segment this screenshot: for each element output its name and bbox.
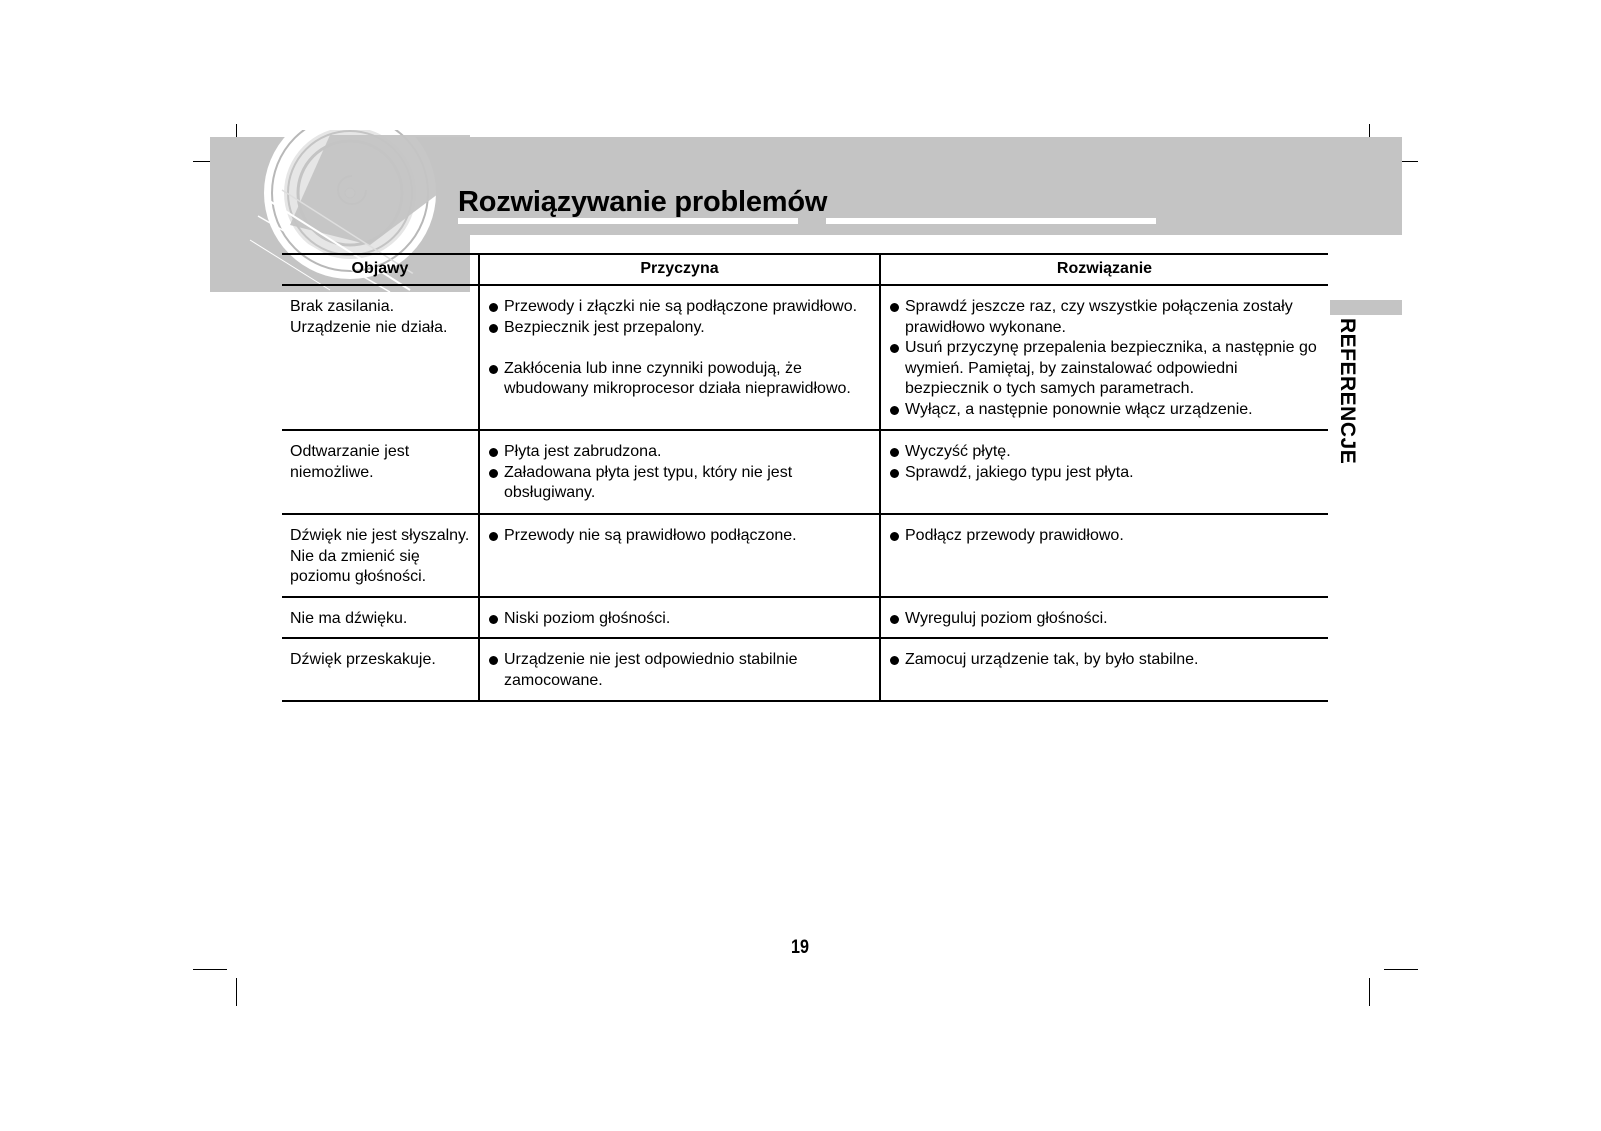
- solution-item: Podłącz przewody prawidłowo.: [889, 526, 1321, 547]
- cause-item: Przewody nie są prawidłowo podłączone.: [488, 526, 872, 547]
- column-header-symptoms: Objawy: [282, 254, 479, 285]
- cause-item: Płyta jest zabrudzona.: [488, 442, 872, 463]
- cause-item: Niski poziom głośności.: [488, 609, 872, 630]
- symptom-text: Dźwięk nie jest słyszalny. Nie da zmienić się poziomu głośności.: [290, 527, 470, 586]
- crop-mark: [1369, 978, 1370, 1006]
- solution-item: Wyreguluj poziom głośności.: [889, 609, 1321, 630]
- solution-item: Zamocuj urządzenie tak, by było stabilne.: [889, 650, 1321, 671]
- cause-item: Urządzenie nie jest odpowiednio stabilnie zamocowane.: [488, 650, 872, 691]
- column-header-solutions: Rozwiązanie: [880, 254, 1328, 285]
- solution-cell: [880, 514, 1328, 597]
- solution-cell: [880, 597, 1328, 639]
- table-row: [282, 638, 1328, 700]
- solution-item: Sprawdź jeszcze raz, czy wszystkie połączenia zostały prawidłowo wykonane.: [889, 297, 1321, 338]
- page-number: 19: [791, 937, 809, 958]
- symptom-text: Nie ma dźwięku.: [290, 609, 408, 627]
- side-tab-label: REFERENCJE: [1336, 318, 1359, 465]
- column-header-causes: Przyczyna: [479, 254, 880, 285]
- table-header-row: [282, 254, 1328, 285]
- symptom-text: Brak zasilania. Urządzenie nie działa.: [290, 298, 448, 336]
- cause-cell: [479, 638, 880, 700]
- crop-mark: [193, 969, 227, 970]
- symptom-cell: [282, 514, 479, 597]
- symptom-cell: [282, 285, 479, 430]
- solution-item: Sprawdź, jakiego typu jest płyta.: [889, 463, 1321, 484]
- solution-cell: [880, 430, 1328, 514]
- symptom-cell: [282, 597, 479, 639]
- cause-cell: [479, 597, 880, 639]
- crop-mark: [236, 978, 237, 1006]
- page-title: Rozwiązywanie problemów: [458, 186, 828, 218]
- symptom-cell: [282, 430, 479, 514]
- symptom-cell: [282, 638, 479, 700]
- cause-item: Bezpiecznik jest przepalony.: [488, 318, 872, 339]
- symptom-text: Dźwięk przeskakuje.: [290, 651, 436, 669]
- solution-cell: [880, 638, 1328, 700]
- solution-item: Wyczyść płytę.: [889, 442, 1321, 463]
- solution-item: Usuń przyczynę przepalenia bezpiecznika, a następnie go wymień. Pamiętaj, by zainstalować odpowiedni bezpiecznik o tych samych parametrach.: [889, 338, 1321, 400]
- cause-item: Załadowana płyta jest typu, który nie jest obsługiwany.: [488, 463, 872, 504]
- crop-mark: [1384, 969, 1418, 970]
- cause-cell: [479, 514, 880, 597]
- solution-cell: [880, 285, 1328, 430]
- table-row: [282, 514, 1328, 597]
- table-row: [282, 430, 1328, 514]
- table-row: [282, 597, 1328, 639]
- solution-item: Wyłącz, a następnie ponownie włącz urządzenie.: [889, 400, 1321, 421]
- cause-item: Przewody i złączki nie są podłączone prawidłowo.: [488, 297, 872, 318]
- troubleshooting-table: [282, 253, 1328, 702]
- cause-cell: [479, 430, 880, 514]
- symptom-text: Odtwarzanie jest niemożliwe.: [290, 443, 410, 481]
- title-underline: [826, 218, 1156, 224]
- table-row: [282, 285, 1328, 430]
- side-tab: [1330, 300, 1402, 315]
- cause-item: Zakłócenia lub inne czynniki powodują, że wbudowany mikroprocesor działa nieprawidłowo.: [488, 359, 872, 400]
- cause-cell: [479, 285, 880, 430]
